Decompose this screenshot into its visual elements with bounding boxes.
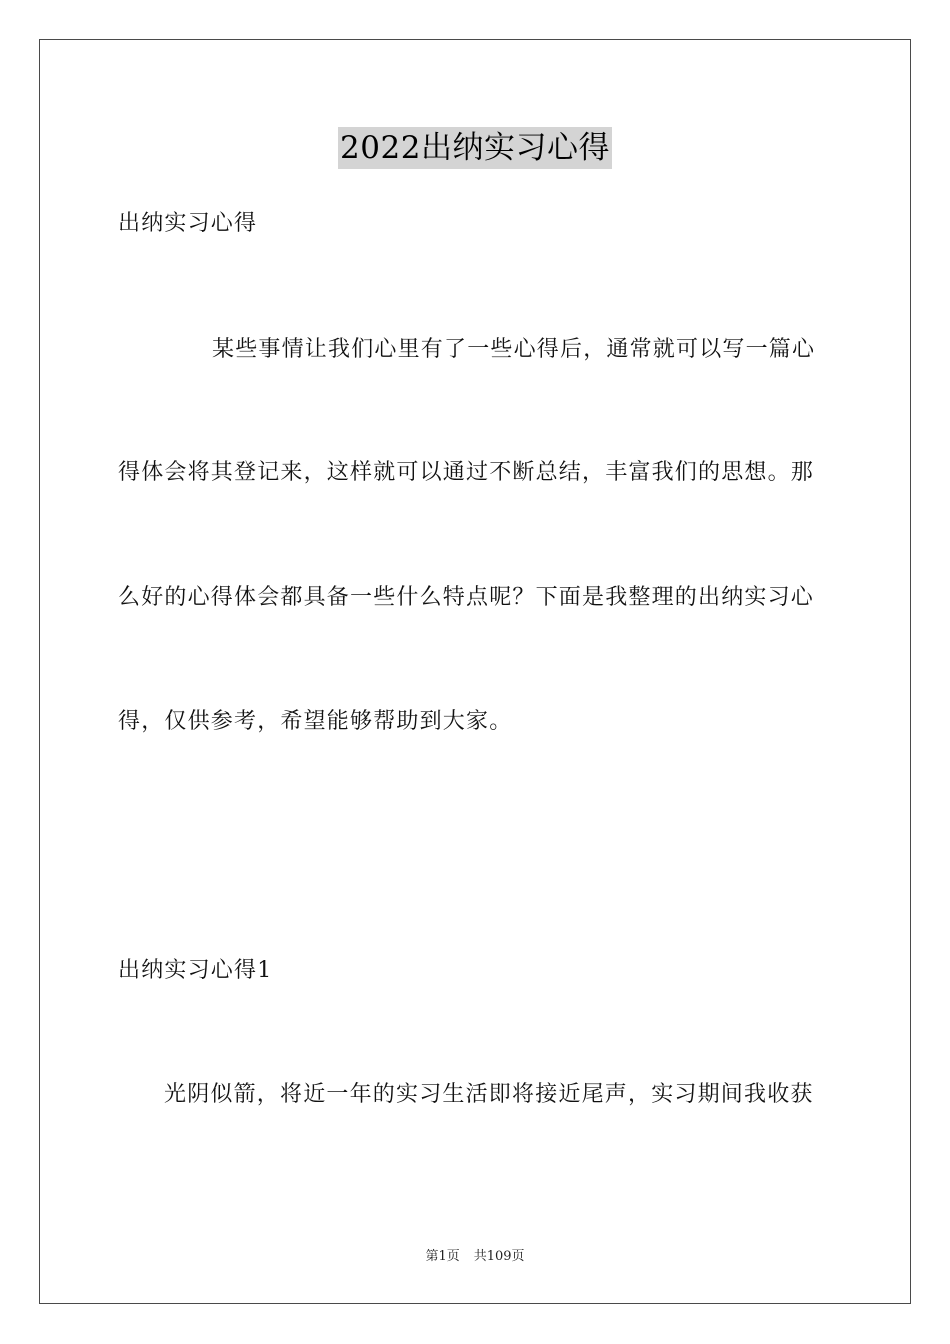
document-subtitle: 出纳实习心得 — [118, 211, 258, 236]
intro-line-4: 得，仅供参考，希望能够帮助到大家。 — [118, 709, 513, 734]
title-block — [0, 127, 950, 169]
page-total: 共109页 — [473, 1249, 525, 1264]
intro-line-1: 某些事情让我们心里有了一些心得后，通常就可以写一篇心 — [212, 337, 816, 362]
section-line-1: 光阴似箭，将近一年的实习生活即将接近尾声，实习期间我收获 — [164, 1082, 814, 1107]
page-number: 第1页 — [425, 1249, 460, 1264]
document-title: 2022出纳实习心得 — [338, 127, 612, 169]
intro-line-2: 得体会将其登记来，这样就可以通过不断总结，丰富我们的思想。那 — [118, 460, 815, 485]
intro-line-3: 么好的心得体会都具备一些什么特点呢？下面是我整理的出纳实习心 — [118, 585, 815, 610]
section-heading: 出纳实习心得1 — [118, 958, 273, 983]
page-footer — [0, 1248, 950, 1266]
